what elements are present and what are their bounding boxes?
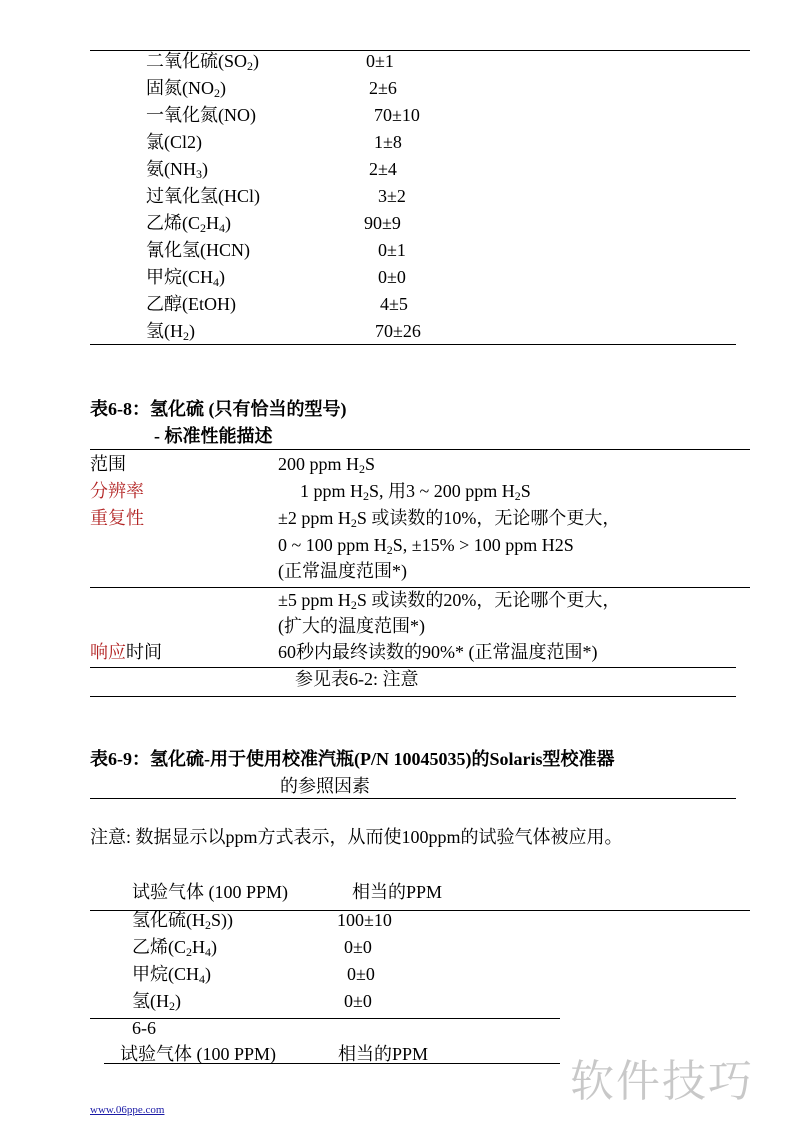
table-6-8-title: ：氢化硫 (只有恰当的型号) (132, 399, 347, 419)
gas-name-part: 过氧化氢(HCl) (146, 186, 260, 206)
formula-subscript: 2 (205, 918, 211, 932)
table-6-9-gas-name (132, 991, 181, 1013)
resolution-value-c: S (520, 481, 531, 501)
table-6-9-gas-name (132, 937, 217, 959)
gas-name-part: 氰化氢(HCN) (146, 240, 250, 260)
table-6-9-header-ppm: 相当的PPM (352, 882, 443, 902)
repeatability-label: 重复性 (90, 508, 144, 528)
top-table-gas-value: 70±10 (374, 105, 420, 125)
table-6-9-gas-value: 0±0 (344, 991, 372, 1011)
top-table-gas-value: 4±5 (380, 294, 408, 314)
repeat-ext-line1-sub: 2 (350, 598, 357, 612)
gas-name-part: 氨(NH (146, 159, 196, 179)
top-table-gas-value: 3±2 (378, 186, 406, 206)
resolution-value-b: S, 用3 ~ 200 ppm H (369, 481, 515, 501)
repeat-line1-sub: 2 (350, 516, 357, 530)
top-table-gas-name (146, 133, 202, 151)
table-6-9-caption-rule (90, 798, 736, 799)
gas-name-part: ) (225, 213, 231, 233)
table-6-8-subtitle: - 标准性能描述 (154, 426, 273, 446)
table-6-8-bottom-rule (90, 696, 736, 697)
range-value-sub: 2 (359, 462, 365, 476)
top-table-gas-name (146, 321, 195, 343)
top-table-gas-value: 2±6 (369, 78, 397, 98)
top-table-gas-value: 90±9 (364, 213, 401, 233)
top-table-gas-value: 0±1 (378, 240, 406, 260)
repeatability-line-2 (278, 535, 574, 557)
resolution-label: 分辨率 (90, 481, 144, 501)
formula-subscript: 4 (199, 972, 205, 986)
gas-name-part: 二氧化硫(SO (146, 51, 248, 71)
response-time-value: 60秒内最终读数的90%* (正常温度范围*) (278, 642, 598, 662)
table-6-9-caption-line-2: 的参照因素 (280, 776, 370, 796)
gas-name-part: 氯(Cl2) (146, 132, 202, 152)
gas-name-part: ) (202, 159, 208, 179)
gas-name-part: ) (220, 78, 226, 98)
repeatability-line-3: (正常温度范围*) (278, 561, 407, 581)
top-table-gas-value: 0±1 (366, 51, 394, 71)
gas-name-part: ) (189, 321, 195, 341)
gas-name-part: 甲烷(CH (146, 267, 213, 287)
gas-name-part: ) (253, 51, 260, 71)
formula-subscript: 2 (247, 59, 254, 73)
table-6-8-caption (90, 400, 347, 418)
gas-name-part: 乙烯(C (132, 937, 186, 957)
top-table-gas-name (146, 213, 231, 235)
top-table-gas-value: 0±0 (378, 267, 406, 287)
top-table-gas-name (146, 267, 225, 289)
gas-name-part: 氢化硫(H (132, 910, 205, 930)
resolution-sub-1: 2 (363, 489, 369, 503)
formula-subscript: 2 (183, 329, 189, 343)
gas-name-part: 一氧化氮(NO) (146, 105, 256, 125)
table-6-9-gas-name (132, 910, 233, 932)
gas-name-part: H (192, 937, 205, 957)
range-label: 范围 (90, 454, 126, 474)
top-table-gas-name (146, 78, 226, 100)
formula-subscript: 2 (169, 999, 175, 1013)
footer-header-gas: 试验气体 (100 PPM) (120, 1044, 277, 1064)
table-6-9-caption (90, 750, 614, 768)
range-value-b: S (365, 454, 376, 474)
table-6-8-mid-rule (90, 587, 750, 588)
repeatability-ext-line-1 (278, 590, 621, 612)
range-value-a: 200 ppm H (278, 454, 359, 474)
table-6-9-gas-name (132, 964, 211, 986)
repeatability-line-1 (278, 508, 621, 530)
repeat-line2-b: S, ±15% > 100 ppm H2S (392, 535, 574, 555)
gas-name-part: ) (205, 964, 211, 984)
range-value (278, 454, 376, 476)
gas-name-part: H (206, 213, 219, 233)
formula-subscript: 2 (186, 945, 192, 959)
top-table-bottom-rule (90, 344, 736, 345)
repeat-ext-line1-b: S 或读数的20%，无论哪个更大， (356, 590, 621, 610)
footer-rule (104, 1063, 560, 1064)
table-6-9-gas-value: 100±10 (337, 910, 392, 930)
formula-subscript: 2 (214, 86, 220, 100)
gas-name-part: 氢(H (146, 321, 183, 341)
repeatability-ext-line-2: (扩大的温度范围*) (278, 616, 425, 636)
formula-subscript: 4 (213, 275, 219, 289)
watermark: 软件技巧 (570, 1056, 754, 1107)
repeat-ext-line1-a: ±5 ppm H (278, 590, 351, 610)
top-table-gas-name (146, 51, 260, 73)
table-6-9-gas-value: 0±0 (347, 964, 375, 984)
gas-name-part: S)) (211, 910, 233, 930)
top-table-gas-name (146, 187, 260, 205)
table-6-9-title: ：氢化硫-用于使用校准汽瓶(P/N 10045035)的Solaris型校准器 (132, 749, 615, 769)
formula-subscript: 4 (219, 221, 225, 235)
repeat-line2-a: 0 ~ 100 ppm H (278, 535, 387, 555)
table-6-9-bottom-rule (90, 1018, 560, 1019)
gas-name-part: 甲烷(CH (132, 964, 199, 984)
gas-name-part: ) (175, 991, 181, 1011)
repeat-line1-b: S 或读数的10%，无论哪个更大， (356, 508, 621, 528)
top-table-gas-name (146, 295, 236, 313)
page-number: 6-6 (132, 1018, 156, 1038)
gas-name-part: 乙醇(EtOH) (146, 294, 236, 314)
formula-subscript: 3 (196, 167, 202, 181)
top-table-gas-name (146, 159, 208, 181)
response-label-red: 响应 (90, 642, 126, 662)
table-6-8-number: 表6-8 (90, 399, 132, 419)
footer-header-ppm: 相当的PPM (338, 1044, 429, 1064)
resolution-value-a: 1 ppm H (300, 481, 363, 501)
repeat-line2-sub: 2 (386, 543, 393, 557)
gas-name-part: ) (211, 937, 217, 957)
table-6-9-number: 表6-9 (90, 749, 132, 769)
table-6-8-top-rule (90, 449, 750, 450)
formula-subscript: 4 (205, 945, 211, 959)
table-6-9-gas-value: 0±0 (344, 937, 372, 957)
table-6-8-rule-3 (90, 667, 736, 668)
table-6-9-header-gas: 试验气体 (100 PPM) (132, 882, 289, 902)
top-table-gas-value: 2±4 (369, 159, 397, 179)
gas-name-part: 乙烯(C (146, 213, 200, 233)
top-table-gas-value: 70±26 (375, 321, 421, 341)
gas-name-part: 固氮(NO (146, 78, 214, 98)
top-table-gas-value: 1±8 (374, 132, 402, 152)
table-6-8-note: 参见表6-2: 注意 (295, 669, 419, 689)
top-table-gas-name (146, 106, 256, 124)
response-label-black: 时间 (126, 642, 162, 662)
resolution-sub-2: 2 (514, 489, 521, 503)
gas-name-part: ) (219, 267, 225, 287)
formula-subscript: 2 (200, 221, 206, 235)
response-time-label (90, 643, 162, 661)
repeat-line1-a: ±2 ppm H (278, 508, 351, 528)
footer-url-link[interactable]: www.06ppe.com (90, 1104, 165, 1116)
resolution-value (300, 481, 531, 503)
table-6-9-note: 注意: 数据显示以ppm方式表示，从而使100ppm的试验气体被应用。 (90, 827, 623, 847)
gas-name-part: 氢(H (132, 991, 169, 1011)
top-table-gas-name (146, 241, 250, 259)
